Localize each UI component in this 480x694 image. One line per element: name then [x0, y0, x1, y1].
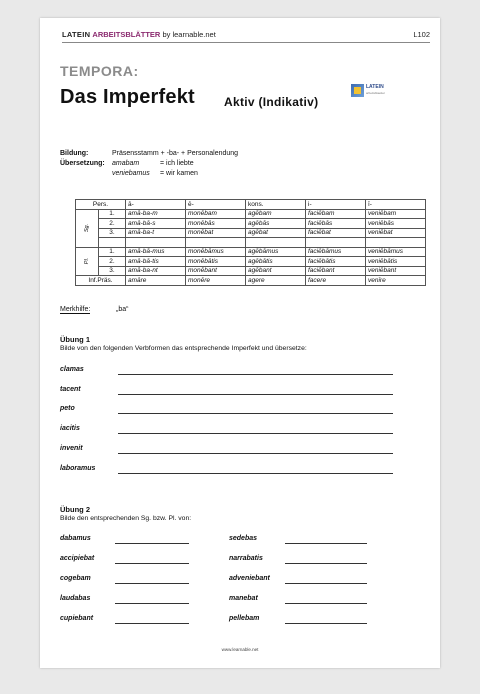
form-cell: amā-ba-t [126, 228, 186, 238]
col-header-a: ā- [126, 200, 186, 210]
answer-line[interactable] [115, 583, 189, 584]
exercise-2-word: manebat [229, 595, 258, 602]
form-cell: monēbās [186, 219, 246, 229]
exercise-1-word: clamas [60, 366, 84, 373]
answer-line[interactable] [285, 543, 367, 544]
conjugation-table [75, 199, 426, 286]
form-cell: agēbātis [246, 257, 306, 267]
exercise-2-description: Bilde den entsprechenden Sg. bzw. Pl. von: [60, 515, 192, 522]
answer-line[interactable] [118, 433, 393, 434]
form-cell: agēbant [246, 266, 306, 276]
person-number: 3. [99, 266, 126, 276]
form-cell: veniēbam [366, 209, 426, 219]
form-cell: amā-ba-nt [126, 266, 186, 276]
col-header-pers: Pers. [76, 200, 126, 210]
form-cell: veniēbat [366, 228, 426, 238]
exercise-1-word: invenit [60, 445, 83, 452]
page-subtitle: Aktiv (Indikativ) [224, 95, 319, 109]
form-cell: amā-bā-tis [126, 257, 186, 267]
uebersetzung-label: Übersetzung: [60, 160, 105, 167]
form-cell: monēbātis [186, 257, 246, 267]
merkhilfe-value: „ba“ [116, 306, 129, 313]
form-cell: agēbāmus [246, 247, 306, 257]
exercise-2-word: pellebam [229, 615, 260, 622]
logo-icon [351, 84, 364, 97]
form-cell: veniēbāmus [366, 247, 426, 257]
example-translation-2: = wir kamen [160, 170, 198, 177]
bildung-label: Bildung: [60, 150, 89, 157]
form-cell: monēbāmus [186, 247, 246, 257]
form-cell: monēbat [186, 228, 246, 238]
bildung-block [60, 149, 238, 179]
person-number: 1. [99, 209, 126, 219]
exercise-1-description: Bilde von den folgenden Verbformen das entsprechende Imperfekt und übersetze: [60, 345, 307, 352]
form-cell: veniēbās [366, 219, 426, 229]
section-label: TEMPORA: [60, 63, 139, 79]
plural-label: Pl. [76, 247, 99, 276]
answer-line[interactable] [118, 453, 393, 454]
example-translation-1: = ich liebte [160, 160, 194, 167]
exercise-2-word: adveniebant [229, 575, 270, 582]
exercise-1-word: tacent [60, 386, 81, 393]
exercise-1-title: Übung 1 [60, 335, 90, 344]
answer-line[interactable] [285, 583, 367, 584]
col-header-e: ē- [186, 200, 246, 210]
singular-label: Sg. [76, 209, 99, 247]
form-cell: faciēbant [306, 266, 366, 276]
exercise-1-word: laboramus [60, 465, 96, 472]
form-cell: monēbant [186, 266, 246, 276]
page-title: Das Imperfekt [60, 86, 195, 108]
person-number: 1. [99, 247, 126, 257]
brand-text: LATEIN ARBEITSBLÄTTER by learnable.net [62, 30, 216, 39]
merkhilfe [60, 306, 129, 313]
form-cell: faciēbās [306, 219, 366, 229]
form-cell: agēbam [246, 209, 306, 219]
form-cell: faciēbam [306, 209, 366, 219]
exercise-2-word: cupiebant [60, 615, 94, 622]
answer-line[interactable] [285, 603, 367, 604]
answer-line[interactable] [285, 623, 367, 624]
example-word-1: amabam [112, 160, 140, 167]
table-row [76, 266, 426, 276]
infinitive-cell: venīre [366, 276, 426, 286]
exercise-1-word: iacitis [60, 425, 80, 432]
answer-line[interactable] [118, 473, 393, 474]
exercise-2-word: sedebas [229, 535, 258, 542]
footer-url: www.learnable.net [221, 647, 259, 652]
exercise-2-title: Übung 2 [60, 505, 90, 514]
form-cell: faciēbat [306, 228, 366, 238]
infinitive-label: Inf.Präs. [76, 276, 126, 286]
table-spacer-row [76, 238, 426, 248]
answer-line[interactable] [115, 623, 189, 624]
latein-logo [351, 84, 398, 98]
col-header-ii: ī- [366, 200, 426, 210]
infinitive-row [76, 276, 426, 286]
table-row [76, 228, 426, 238]
infinitive-cell: amāre [126, 276, 186, 286]
answer-line[interactable] [118, 374, 393, 375]
answer-line[interactable] [115, 603, 189, 604]
bildung-text: Präsensstamm + -ba- + Personalendung [112, 150, 239, 157]
exercise-2-word: dabamus [60, 535, 91, 542]
infinitive-cell: facere [306, 276, 366, 286]
table-row [76, 209, 426, 219]
answer-line[interactable] [118, 413, 393, 414]
table-row [76, 219, 426, 229]
worksheet-page [40, 18, 440, 668]
answer-line[interactable] [118, 394, 393, 395]
table-row [76, 247, 426, 257]
form-cell: monēbam [186, 209, 246, 219]
exercise-2-word: narrabatis [229, 555, 263, 562]
merkhilfe-label: Merkhilfe: [60, 306, 91, 313]
logo-subtext: arbeitsblaetter [366, 91, 386, 95]
example-word-2: veniebamus [112, 170, 150, 177]
person-number: 3. [99, 228, 126, 238]
col-header-i: i- [306, 200, 366, 210]
form-cell: amā-ba-m [126, 209, 186, 219]
form-cell: faciēbāmus [306, 247, 366, 257]
person-number: 2. [99, 257, 126, 267]
infinitive-cell: agere [246, 276, 306, 286]
logo-name: LATEIN [366, 84, 384, 90]
exercise-1-word: peto [60, 405, 75, 412]
page-header [62, 30, 430, 43]
exercise-2-word: laudabas [60, 595, 91, 602]
person-number: 2. [99, 219, 126, 229]
sheet-code: L102 [413, 30, 430, 39]
table-row [76, 257, 426, 267]
col-header-kons: kons. [246, 200, 306, 210]
answer-line[interactable] [285, 563, 367, 564]
infinitive-cell: monēre [186, 276, 246, 286]
form-cell: veniēbant [366, 266, 426, 276]
form-cell: agēbat [246, 228, 306, 238]
exercise-2-word: accipiebat [60, 555, 95, 562]
exercise-2-word: cogebam [60, 575, 91, 582]
form-cell: faciēbātis [306, 257, 366, 267]
table-header-row [76, 200, 426, 210]
form-cell: agēbās [246, 219, 306, 229]
form-cell: veniēbātis [366, 257, 426, 267]
answer-line[interactable] [115, 563, 189, 564]
form-cell: amā-bā-s [126, 219, 186, 229]
answer-line[interactable] [115, 543, 189, 544]
form-cell: amā-bā-mus [126, 247, 186, 257]
